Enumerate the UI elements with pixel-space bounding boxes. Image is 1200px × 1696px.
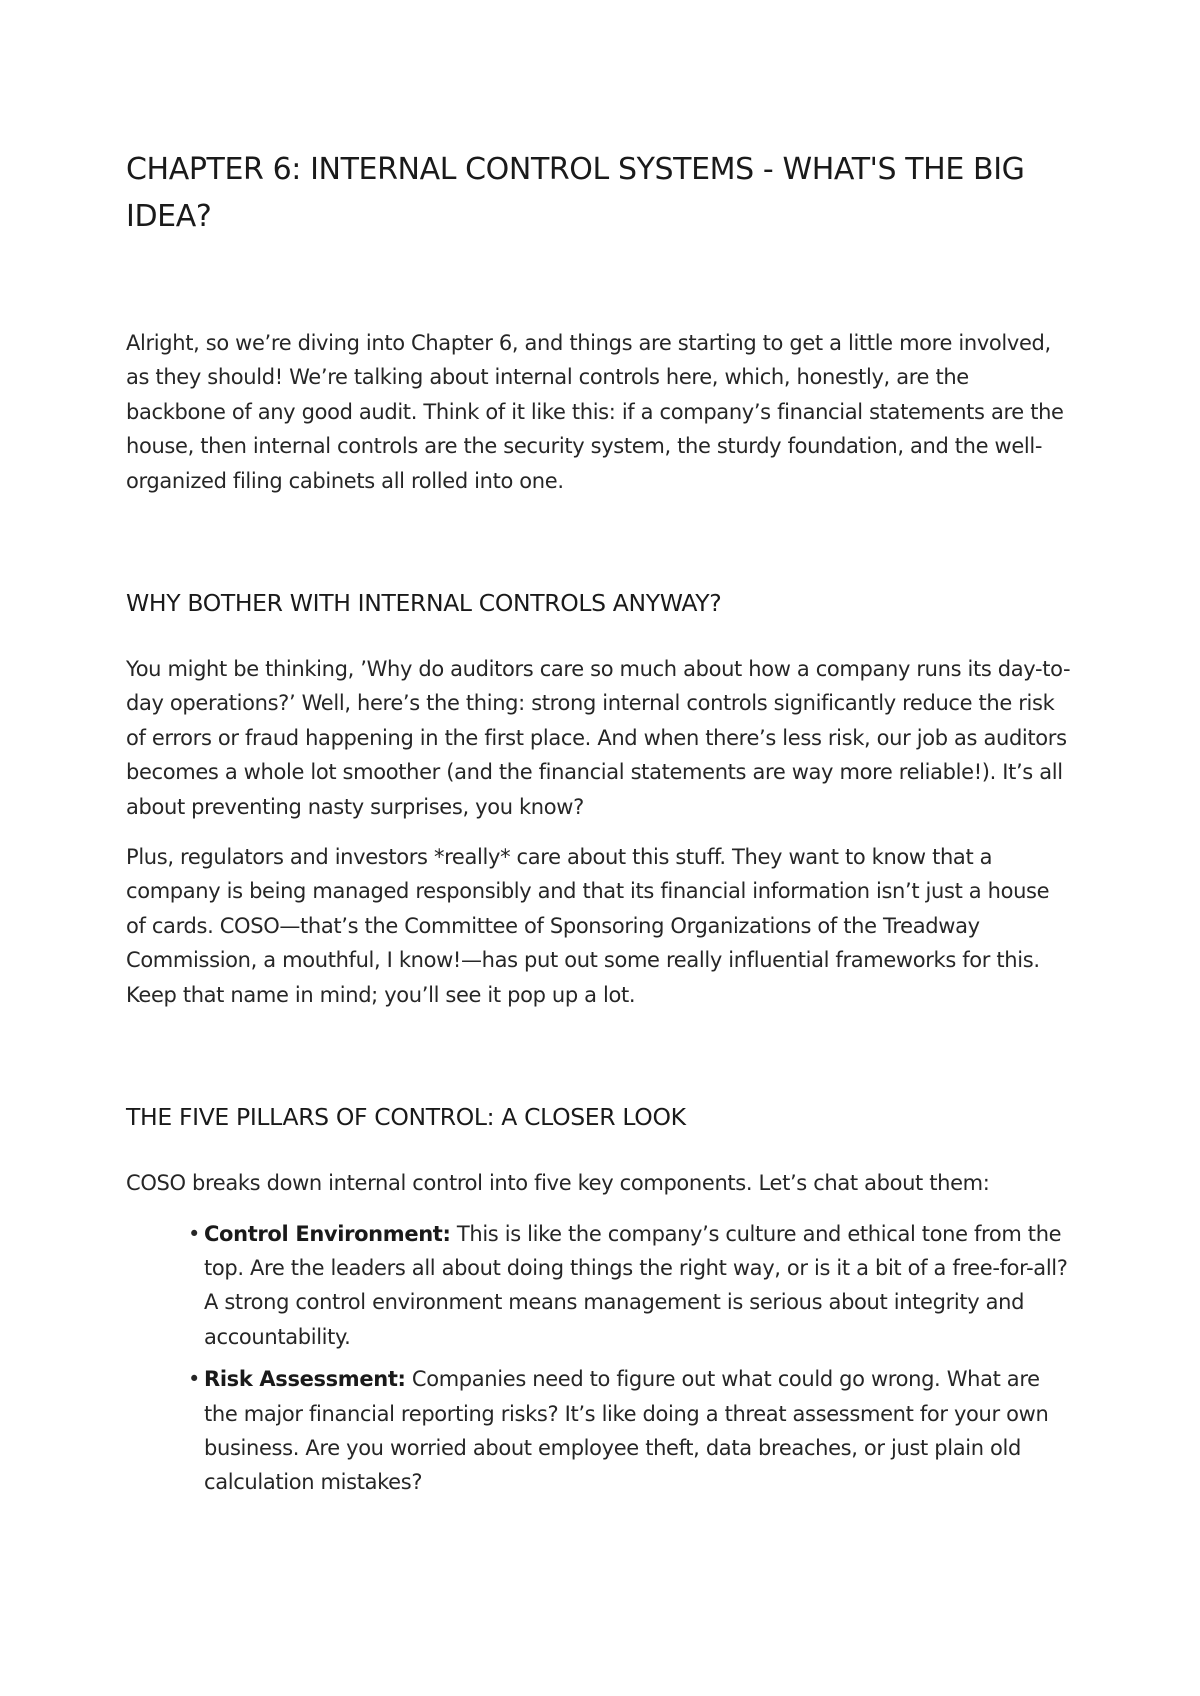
pillars-intro-paragraph: COSO breaks down internal control into five key components. Let’s chat about them:	[126, 1171, 990, 1196]
section-heading-why: WHY BOTHER WITH INTERNAL CONTROLS ANYWAY?	[126, 589, 722, 618]
list-item-term: Risk Assessment:	[204, 1367, 406, 1392]
chapter-title: CHAPTER 6: INTERNAL CONTROL SYSTEMS - WHAT'S THE BIG IDEA?	[126, 152, 1025, 234]
why-paragraph-1: You might be thinking, ’Why do auditors care so much about how a company runs its day-to-day operations?’ Well, here’s the thing: strong internal controls significantly reduce the risk of errors or fraud happening in the first place. And when there’s less risk, our job as auditors becomes a whole lot smoother (and the financial statements are way more reliable!). It’s all about preventing nasty surprises, you know?	[126, 657, 1071, 819]
bullet-icon: •	[188, 1221, 201, 1246]
pillars-list	[126, 1217, 1074, 1500]
why-paragraph-2: Plus, regulators and investors *really* care about this stuff. They want to know that a company is being managed responsibly and that its financial information isn’t just a house of cards. COSO—that’s the Committee of Sponsoring Organizations of the Treadway Commission, a mouthful, I know!—has put out some really influential frameworks for this. Keep that name in mind; you’ll see it pop up a lot.	[126, 845, 1050, 1007]
section-heading-pillars: THE FIVE PILLARS OF CONTROL: A CLOSER LOOK	[126, 1103, 686, 1132]
list-item	[188, 1362, 1074, 1500]
list-item	[188, 1217, 1074, 1355]
intro-paragraph: Alright, so we’re diving into Chapter 6, and things are starting to get a little more involved, as they should! We’re talking about internal controls here, which, honestly, are the backbone of any good audit. Think of it like this: if a company’s financial statements are the house, then internal controls are the security system, the sturdy foundation, and the well-organized filing cabinets all rolled into one.	[126, 331, 1064, 493]
list-item-text: Companies need to figure out what could go wrong. What are the major financial reporting risks? It’s like doing a threat assessment for your own business. Are you worried about employee theft, data breaches, or just plain old calculation mistakes?	[204, 1367, 1049, 1495]
list-item-term: Control Environment:	[204, 1221, 451, 1246]
bullet-icon: •	[188, 1367, 201, 1392]
list-item-text: This is like the company’s culture and ethical tone from the top. Are the leaders all about doing things the right way, or is it a bit of a free-for-all? A strong control environment means management is serious about integrity and accountability.	[204, 1221, 1068, 1349]
